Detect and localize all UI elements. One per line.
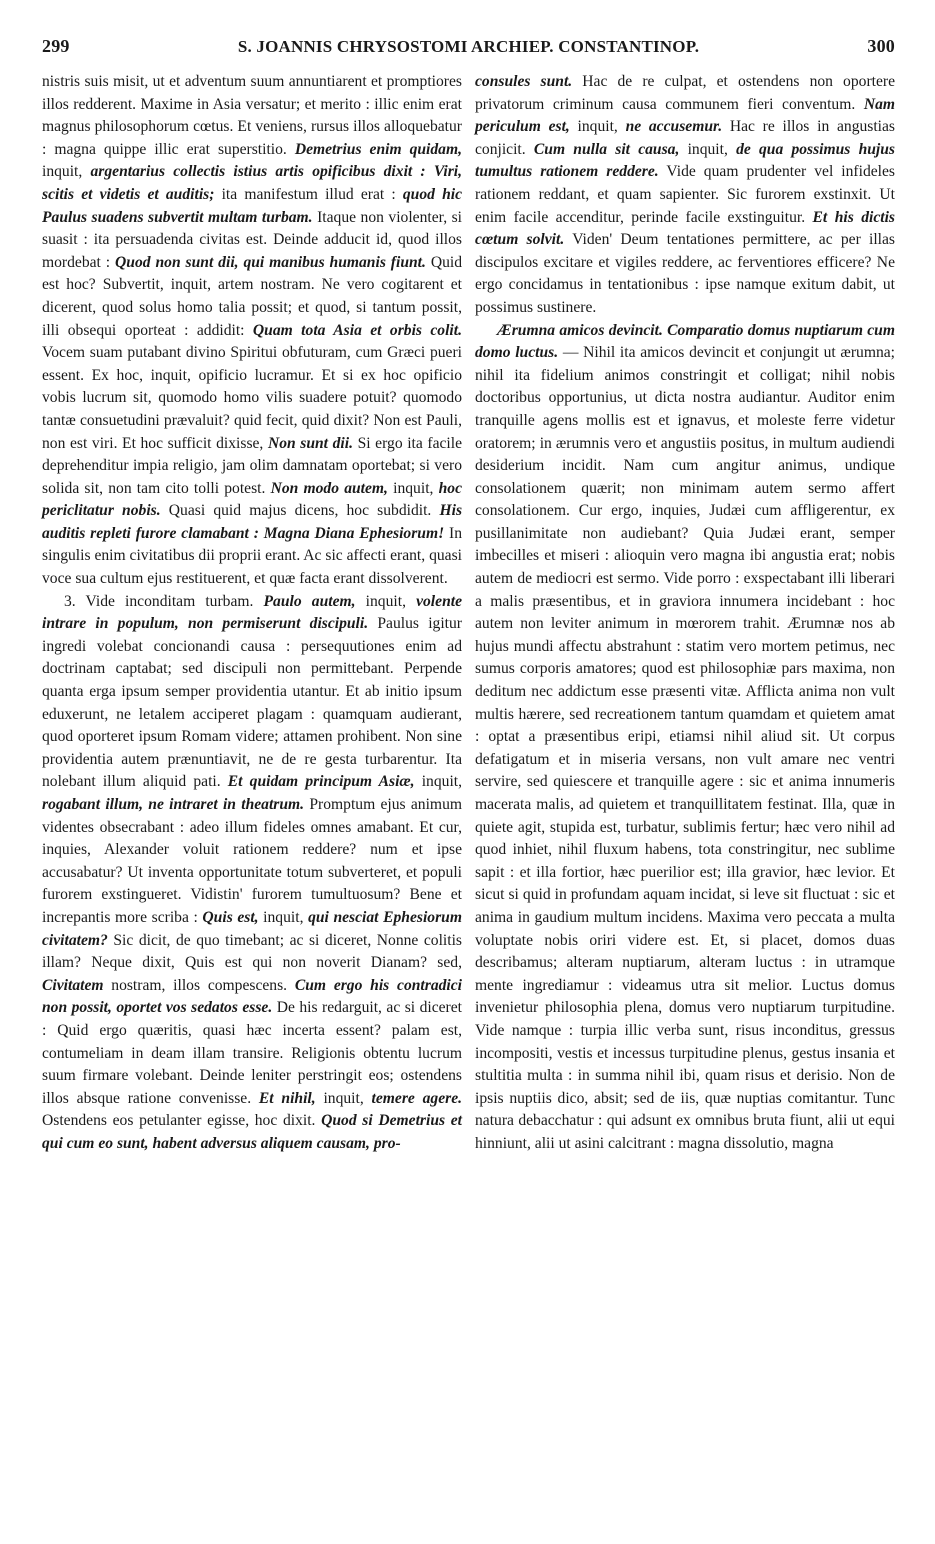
text-run: inquit, bbox=[42, 163, 91, 181]
text-run: inquit, bbox=[679, 140, 737, 158]
text-run: inquit, bbox=[387, 479, 439, 497]
text-run: inquit, bbox=[569, 118, 626, 136]
scripture-quote: Paulo autem, bbox=[263, 592, 356, 610]
paragraph bbox=[475, 71, 895, 320]
scripture-quote: Non modo autem, bbox=[270, 479, 388, 497]
scripture-quote: volente intrare in populum, non permiserunt discipuli. bbox=[42, 592, 462, 633]
text-run: Ostendens eos petulanter egisse, hoc dixit. bbox=[42, 1112, 322, 1130]
text-run: nistris suis misit, ut et adventum suum annuntiarent et promptiores illos redderent. Maxime in Asia versatur; et merito : illic enim erat magnus philosophorum cœtus. Et veniens, rursus illos alloquebatur : magna quippe illic erat superstitio. bbox=[42, 73, 462, 158]
scripture-quote: Et his dictis cœtum solvit. bbox=[475, 208, 895, 249]
scripture-quote: Civitatem bbox=[42, 976, 104, 994]
text-run: Quid est hoc? Subvertit, inquit, artem nostram. Ne vero cogitarent et dicerent, quod solus homo talia possit; et quod, si tantum possit, illi obsequi oporteat : addidit: bbox=[42, 253, 463, 339]
scripture-quote: Cum ergo his contradici non possit, oportet vos sedatos esse. bbox=[42, 976, 462, 1017]
scripture-quote: hoc periclitatur nobis. bbox=[42, 479, 462, 520]
scripture-quote: temere agere. bbox=[371, 1089, 463, 1107]
scripture-quote: Non sunt dii. bbox=[267, 434, 353, 452]
text-columns bbox=[42, 71, 895, 1156]
scripture-quote: argentarius collectis istius artis opificibus dixit : Viri, scitis et videtis et auditis; bbox=[42, 163, 462, 203]
scripture-quote: qui nesciat Ephesiorum civitatem? bbox=[42, 908, 462, 949]
text-run: inquit, bbox=[355, 592, 417, 610]
left-column bbox=[42, 71, 462, 1156]
scripture-quote: Quod non sunt dii, qui manibus humanis fiunt. bbox=[115, 253, 426, 271]
text-run: ita manifestum illud erat : bbox=[214, 185, 403, 203]
text-run: De his redarguit, ac si diceret : Quid ergo quæritis, quasi hæc incerta essent? palam est, contumeliam in deam illam transire. Religionis obtentu lucrum suum firmare volebant. Deinde leniter perstringit eos; ostendens illos absque ratione convenisse. bbox=[42, 999, 462, 1107]
scripture-quote: ne accusemur. bbox=[625, 118, 723, 136]
scripture-quote: Ærumna amicos devincit. Comparatio domus nuptiarum cum domo luctus. bbox=[475, 321, 895, 362]
text-run: Paulus igitur ingredi volebat concionandi causa : persequutiones enim ad doctrinam captabat; sed discipuli non permittebant. Perpende quanta erga ipsum semper providentia utantur. Et ab initio ipsum eduxerunt, ne letalem acciperet plagam : quamquam audierant, quod oporteret ipsum Romam videre; attamen prohibent. Non sine providentia autem prænuntiavit, ne de re gesta turbarentur. Ita nolebant illum aliquid pati. bbox=[42, 615, 463, 791]
scripture-quote: Cum nulla sit causa, bbox=[533, 140, 680, 158]
text-run: inquit, bbox=[315, 1089, 372, 1107]
scripture-quote: quod hic Paulus suadens subvertit multam turbam. bbox=[42, 185, 463, 226]
text-run: Vocem suam putabant divino Spiritui obfuturam, cum Græci pueri essent. Ex hoc, inquit, opificio lucramur. Et si ex hoc opificio vobis lucrum sit, quomodo homo vilis suadere potuit? quomodo tantæ consuetudini prævaluit? quid fecit, quid dixit? Non est Pauli, non est viri. Et hoc sufficit dixisse, bbox=[42, 344, 462, 452]
paragraph bbox=[475, 320, 895, 1156]
scripture-quote: rogabant illum, ne intraret in theatrum. bbox=[42, 796, 305, 813]
running-title: S. JOANNIS CHRYSOSTOMI ARCHIEP. CONSTANTINOP. bbox=[237, 37, 700, 56]
text-run: Quasi quid majus dicens, hoc subdidit. bbox=[160, 502, 440, 520]
text-run: Hac de re culpat, et ostendens non oportere privatorum criminum causa communem fieri conventum. bbox=[475, 73, 896, 113]
scripture-quote: Et nihil, bbox=[258, 1089, 316, 1107]
text-run: Promptum ejus animum videntes obsecrabant : adeo illum fideles omnes amabant. Et cur, inquies, Alexander voluit rationem reddere? num et ipse accusabatur? Ut inventa opportunitate totum subverteret, et populi furorem exstingueret. Vidistin' furorem tumultuosum? Bene et increpantis more scriba : bbox=[42, 796, 462, 926]
scripture-quote: consules sunt. bbox=[475, 73, 573, 90]
text-run: Sic dicit, de quo timebant; ac si diceret, Nonne colitis illam? Neque dixit, Quis est qui non noverit Dianam? sed, bbox=[42, 931, 462, 972]
scripture-quote: Quis est, bbox=[202, 908, 259, 926]
paragraph bbox=[42, 71, 462, 591]
text-run: 3. Vide inconditam turbam. bbox=[64, 592, 264, 610]
text-run: Vide quam prudenter vel infideles rationem reddant, et quam sapienter. Sic furorem exstinxit. Ut enim facile accenditur, perinde facile exstinguitur. bbox=[475, 163, 895, 226]
paragraph bbox=[42, 591, 462, 1156]
scripture-quote: de qua possimus hujus tumultus rationem reddere. bbox=[475, 140, 895, 181]
scripture-quote: Nam periculum est, bbox=[475, 95, 895, 136]
text-run: Si ergo ita facile deprehenditur impia religio, jam olim damnatam oportebat; si vero solida sit, non tam cito tolli potest. bbox=[42, 434, 463, 497]
page-number-left: 299 bbox=[42, 36, 70, 56]
text-run: Hac re illos in angustias conjicit. bbox=[475, 118, 896, 158]
text-run: inquit, bbox=[414, 773, 463, 791]
text-run: — Nihil ita amicos devincit et conjungit ut ærumna; nihil ita fidelium animos constringit et colligat; nihil nobis doctoribus opportunius, ut dicta nostra audiantur. Auditor enim tranquille agens mollis est et ignavus, et moleste ferre videtur oratorem; in ærumnis vero et angustiis positus, in multum audiendi desiderium incidit. Nam cum angitur animus, undique consolationem quærit; non minimam autem sermo affert consolationem. Cur ergo, inquies, Judæi cum affligerentur, ex pusillanimitate non audiebant? Quia Judæi erant, semper imbecilles et miseri : alioquin vero magna ibi angustia erat; nobis autem de mediocri est sermo. Vide porro : exspectabant illi liberari a malis præsentibus, et in graviora innumera incidebant : hoc autem non leviter animum in mœrorem trahit. Ærumnæ nos ab hujus mundi affectu abstrahunt : statim vero mortem petimus, nec sumus corporis amatores; quod est philosophiæ pars maxima, non deditum nec addictum esse præsenti vitæ. Afflicta anima non vult multis hærere, sed recreationem tantum quamdam et quietem amat : optat a præsentibus eripi, etiamsi nihil aliud sit. Ut corpus defatigatum et in miseria versans, non vult amare nec ventri servire, sed quiescere et tranquille agere : sic et anima innumeris macerata malis, ad quietem et tranquillitatem festinat. Illa, quæ in quiete agit, stupida est, turbatur, sublimis fertur; hæc vero nihil ad quod inhiet, nihil fluxum habens, tota constringitur, nec sublime sapit : et illa fortior, hæc puerilior est; illa gravior, hæc levior. Et sicut si quid in profundam aquam incidat, si leve sit fluctuat : sic et anima in gaudium multum incidens. Maxima vero peccata a multa voluptate nobis oriri videre est. Et, si placet, domos duas describamus; alteram nuptiarum, alteram luctus : in utramque mente ingrediamur : videamus utra sit melior. Luctus domus invenietur philosophia plena, domus vero nuptiarum turpitudine. Vide namque : turpia illic verba sunt, risus inconditus, gressus incompositi, vestis et incessus turpitudine plenus, gestus insania et stultitia multa : in summa nihil ibi, quam risus et derisio. Non de ipsis nuptiis dico, absit; sed de iis, quæ nuptias comitantur. Tunc natura debacchatur : qui adsunt ex omnibus bruta fiunt, alii ut equi hinniunt, alii ut asini calcitrant : magna dissolutio, magna bbox=[475, 344, 896, 1152]
scripture-quote: His auditis repleti furore clamabant : Magna Diana Ephesiorum! bbox=[42, 502, 463, 542]
text-run: Viden' Deum tentationes permittere, ac per illas discipulos excitare et vigiles reddere, ac ferventiores efficere? Ne ergo concidamus in tentationibus : ipse namque exitum dabit, ut possimus sustinere. bbox=[475, 231, 895, 316]
text-run: nostram, illos compescens. bbox=[103, 976, 295, 994]
scripture-quote: Et quidam principum Asiæ, bbox=[227, 773, 415, 791]
scripture-quote: Quam tota Asia et orbis colit. bbox=[252, 321, 462, 339]
scripture-quote: Demetrius enim quidam, bbox=[294, 140, 463, 158]
scripture-quote: Quod si Demetrius et qui cum eo sunt, habent adversus aliquem causam, pro- bbox=[42, 1112, 462, 1152]
text-run: inquit, bbox=[258, 908, 309, 926]
page-number-right: 300 bbox=[867, 36, 895, 56]
running-header bbox=[42, 36, 895, 57]
text-run: Itaque non violenter, si suasit : ita persuadenda civitas est. Deinde adducit id, quod illos mordebat : bbox=[42, 208, 462, 271]
right-column bbox=[475, 71, 895, 1156]
text-run: In singulis enim civitatibus dii proprii erant. Ac sic affecti erant, quasi voce sua cultum ejus restituerent, et quæ facta erant dissolverent. bbox=[42, 524, 462, 588]
